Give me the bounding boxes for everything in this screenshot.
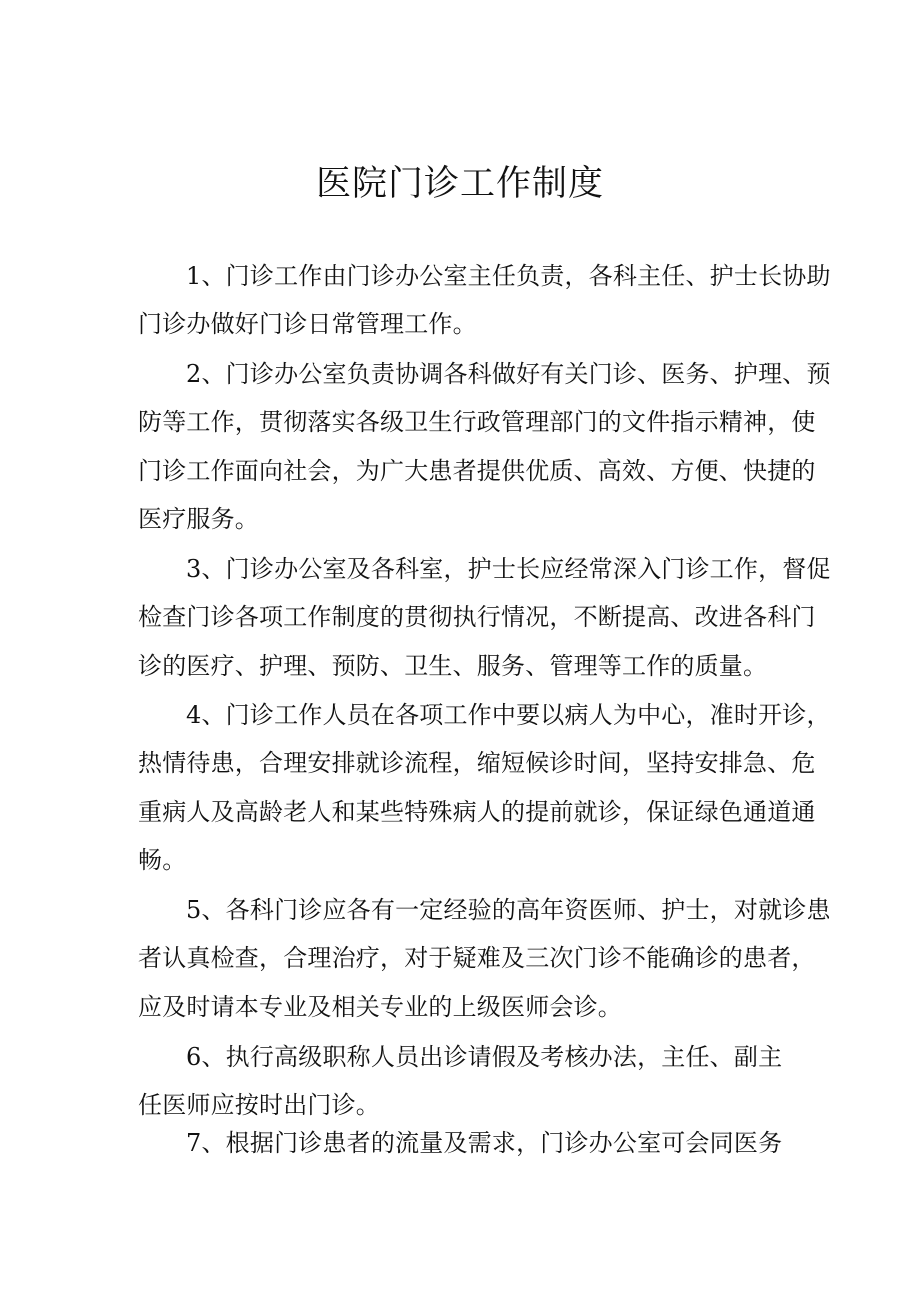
text-line-15: 者认真检查，合理治疗，对于疑难及三次门诊不能确诊的患者， (138, 944, 816, 972)
text-line-10: 4、门诊工作人员在各项工作中要以病人为中心，准时开诊， (186, 701, 831, 729)
text-line-9: 诊的医疗、护理、预防、卫生、服务、管理等工作的质量。 (138, 652, 768, 680)
text-line-19: 7、根据门诊患者的流量及需求，门诊办公室可会同医务 (186, 1129, 783, 1157)
text-line-6: 医疗服务。 (138, 505, 259, 533)
text-line-12: 重病人及高龄老人和某些特殊病人的提前就诊，保证绿色通道通 (138, 798, 816, 826)
text-line-17: 6、执行高级职称人员出诊请假及考核办法，主任、副主 (186, 1043, 783, 1071)
text-line-2: 门诊办做好门诊日常管理工作。 (138, 310, 477, 338)
text-line-16: 应及时请本专业及相关专业的上级医师会诊。 (138, 993, 622, 1021)
text-line-3: 2、门诊办公室负责协调各科做好有关门诊、医务、护理、预 (186, 360, 831, 388)
text-line-8: 检查门诊各项工作制度的贯彻执行情况，不断提高、改进各科门 (138, 603, 816, 631)
text-line-1: 1、门诊工作由门诊办公室主任负责，各科主任、护士长协助 (186, 262, 831, 290)
text-line-14: 5、各科门诊应各有一定经验的高年资医师、护士，对就诊患 (186, 896, 831, 924)
text-line-13: 畅。 (138, 846, 187, 874)
text-line-5: 门诊工作面向社会，为广大患者提供优质、高效、方便、快捷的 (138, 457, 816, 485)
text-line-18: 任医师应按时出门诊。 (138, 1091, 380, 1119)
text-line-4: 防等工作，贯彻落实各级卫生行政管理部门的文件指示精神，使 (138, 408, 816, 436)
text-line-11: 热情待患，合理安排就诊流程，缩短候诊时间，坚持安排急、危 (138, 749, 816, 777)
document-title: 医院门诊工作制度 (315, 164, 604, 204)
text-line-7: 3、门诊办公室及各科室，护士长应经常深入门诊工作，督促 (186, 555, 831, 583)
